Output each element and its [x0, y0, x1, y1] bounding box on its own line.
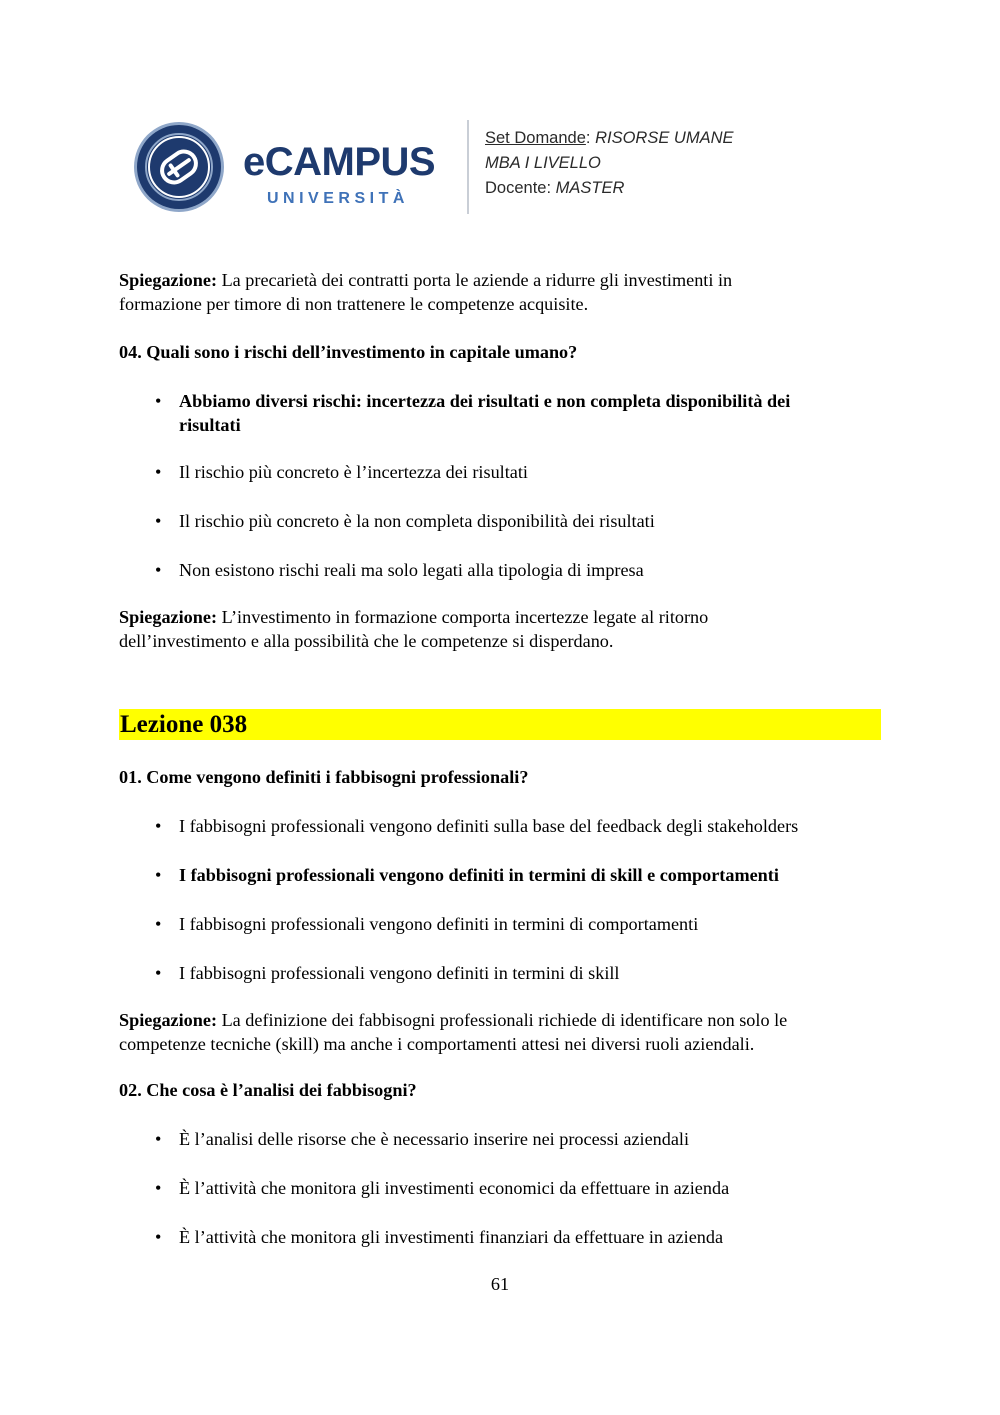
option-text: I fabbisogni professionali vengono definiti in termini di comportamenti [179, 914, 699, 934]
explanation-text: La precarietà dei contratti porta le aziende a ridurre gli investimenti in [217, 270, 733, 290]
option-text: Abbiamo diversi rischi: incertezza dei risultati e non completa disponibilità dei [179, 391, 791, 411]
option-text: Il rischio più concreto è la non completa disponibilità dei risultati [179, 511, 655, 531]
course-info [485, 126, 734, 201]
course-level-line [485, 151, 734, 176]
bullet-icon: • [155, 963, 162, 983]
teacher-separator: : [546, 179, 556, 197]
option-text: risultati [179, 415, 241, 435]
lesson-heading-bar [119, 709, 881, 740]
brand-subtitle: UNIVERSITÀ [267, 190, 409, 207]
teacher-value: MASTER [555, 179, 625, 197]
course-teacher-line [485, 176, 734, 201]
university-seal-logo [133, 121, 225, 213]
bullet-icon: • [155, 816, 162, 836]
explanation-line [119, 605, 881, 629]
bullet-icon: • [155, 391, 162, 411]
question-02: 02. Che cosa è l’analisi dei fabbisogni? [119, 1080, 417, 1100]
brand-name: eCAMPUS [243, 140, 436, 184]
option-text: È l’attività che monitora gli investimenti finanziari da effettuare in azienda [179, 1227, 724, 1247]
bullet-icon: • [155, 865, 162, 885]
set-separator: : [585, 129, 596, 147]
option-text: I fabbisogni professionali vengono definiti in termini di skill [179, 963, 620, 983]
question-01: 01. Come vengono definiti i fabbisogni professionali? [119, 767, 529, 787]
bullet-icon: • [155, 1227, 162, 1247]
explanation-line: dell’investimento e alla possibilità che le competenze si disperdano. [119, 631, 614, 651]
option-text: È l’attività che monitora gli investimenti economici da effettuare in azienda [179, 1178, 730, 1198]
lesson-title: Lezione 038 [120, 711, 248, 738]
teacher-label: Docente [485, 179, 547, 197]
option-text: È l’analisi delle risorse che è necessario inserire nei processi aziendali [179, 1129, 690, 1149]
explanation-line [119, 1008, 881, 1032]
option-text: I fabbisogni professionali vengono definiti sulla base del feedback degli stakeholders [179, 816, 799, 836]
page-number: 61 [490, 1274, 510, 1294]
explanation-paragraph [119, 268, 881, 316]
set-label: Set Domande [485, 129, 586, 147]
bullet-icon: • [155, 1178, 162, 1198]
explanation-text: La definizione dei fabbisogni professionali richiede di identificare non solo le [217, 1010, 788, 1030]
header-divider [467, 120, 469, 214]
explanation-line [119, 268, 881, 292]
question-04: 04. Quali sono i rischi dell’investimento in capitale umano? [119, 342, 578, 362]
explanation-label: Spiegazione: [119, 607, 218, 627]
set-value: RISORSE UMANE [595, 129, 734, 147]
page-header [133, 118, 833, 218]
explanation-label: Spiegazione: [119, 270, 218, 290]
bullet-icon: • [155, 462, 162, 482]
option-text: I fabbisogni professionali vengono definiti in termini di skill e comportamenti [179, 865, 779, 885]
ecampus-wordmark [243, 140, 458, 210]
bullet-icon: • [155, 511, 162, 531]
explanation-text: L’investimento in formazione comporta incertezze legate al ritorno [217, 607, 709, 627]
explanation-label: Spiegazione: [119, 1010, 218, 1030]
explanation-paragraph [119, 1008, 881, 1056]
bullet-icon: • [155, 1129, 162, 1149]
option-text: Non esistono rischi reali ma solo legati alla tipologia di impresa [179, 560, 644, 580]
bullet-icon: • [155, 914, 162, 934]
explanation-paragraph [119, 605, 881, 653]
explanation-line: competenze tecniche (skill) ma anche i comportamenti attesi nei diversi ruoli aziendali. [119, 1034, 755, 1054]
option-text: Il rischio più concreto è l’incertezza dei risultati [179, 462, 528, 482]
level-value: MBA I LIVELLO [485, 154, 601, 172]
course-set-line [485, 126, 734, 151]
explanation-line: formazione per timore di non trattenere le competenze acquisite. [119, 294, 589, 314]
bullet-icon: • [155, 560, 162, 580]
